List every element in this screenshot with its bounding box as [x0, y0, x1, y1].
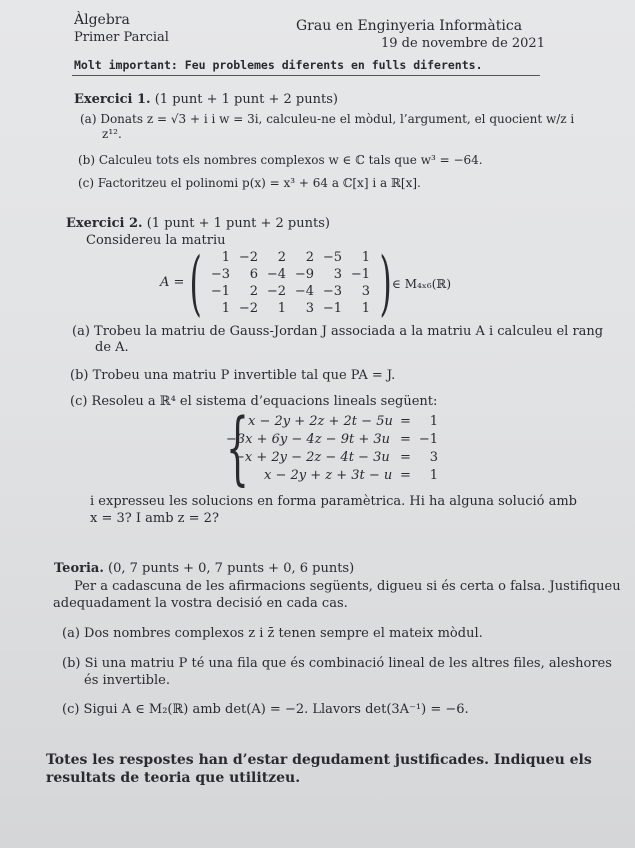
matrix-cell: 1 — [361, 301, 370, 316]
system-equation-rhs: −1 — [418, 432, 438, 447]
matrix-row — [204, 301, 376, 318]
matrix-cell: −2 — [266, 284, 286, 299]
matrix-row — [204, 267, 376, 284]
matrix-cell: −2 — [238, 301, 258, 316]
system-equation-rhs: 1 — [429, 414, 438, 429]
system-equation-rhs: 1 — [429, 468, 438, 483]
important-notice: Molt important: Feu problemes diferents en fulls diferents. — [74, 58, 483, 72]
exercise-2c-after1: i expresseu les solucions en forma paramètrica. Hi ha alguna solució amb — [90, 494, 577, 509]
matrix-cell: 3 — [361, 284, 370, 299]
matrix-cell: −1 — [210, 284, 230, 299]
exercise-2c-after2: x = 3? I amb z = 2? — [90, 511, 219, 526]
system-equation-lhs: x − 2y + 2z + 2t − 5u — [248, 414, 393, 429]
header-divider — [72, 75, 540, 76]
system-equation-lhs: x − 2y + z + 3t − u — [264, 468, 393, 483]
matrix-cell: −2 — [238, 250, 258, 265]
matrix-cell: 3 — [305, 301, 314, 316]
theory-intro1: Per a cadascuna de les afirmacions següents, digueu si és certa o falsa. Justifiqueu — [74, 579, 621, 594]
theory-a: (a) Dos nombres complexos z i z̄ tenen sempre el mateix mòdul. — [62, 626, 483, 641]
matrix-cell: −1 — [350, 267, 370, 282]
subject-title: Àlgebra — [74, 12, 130, 28]
exercise-2-heading — [66, 216, 330, 231]
matrix-cell: −4 — [266, 267, 286, 282]
exercise-1a-line1: (a) Donats z = √3 + i i w = 3i, calculeu-ne el mòdul, l’argument, el quocient w/z i — [80, 112, 575, 126]
system-equals-sign: = — [400, 432, 411, 447]
matrix-cell: −3 — [322, 284, 342, 299]
matrix-cell: 6 — [249, 267, 258, 282]
matrix-cell: 1 — [221, 250, 230, 265]
exercise-2-points: (1 punt + 1 punt + 2 punts) — [146, 216, 330, 231]
exercise-1-title: Exercici 1. — [74, 92, 151, 107]
matrix-cell: 1 — [361, 250, 370, 265]
exercise-2c: (c) Resoleu a ℝ⁴ el sistema d’equacions lineals següent: — [70, 394, 438, 409]
linear-system — [212, 401, 452, 494]
exercise-2a-line1: (a) Trobeu la matriu de Gauss-Jordan J associada a la matriu A i calculeu el rang — [72, 324, 604, 339]
theory-intro2: adequadament la vostra decisió en cada cas. — [53, 596, 348, 611]
matrix-left-paren: ( — [189, 242, 202, 324]
matrix-label: A = — [160, 275, 185, 290]
theory-b-line1: (b) Si una matriu P té una fila que és combinació lineal de les altres files, aleshores — [62, 656, 612, 671]
matrix-cell: 1 — [221, 301, 230, 316]
system-brace: { — [225, 401, 249, 494]
theory-heading — [54, 561, 354, 576]
system-equation-lhs: −3x + 6y − 4z − 9t + 3u — [226, 432, 390, 447]
matrix-space: ∈ M₄ₓ₆(ℝ) — [392, 277, 452, 291]
system-equation-rhs: 3 — [429, 450, 438, 465]
system-equals-sign: = — [400, 414, 411, 429]
matrix-row — [204, 250, 376, 267]
exercise-2b: (b) Trobeu una matriu P invertible tal que PA = J. — [70, 368, 396, 383]
degree-title: Grau en Enginyeria Informàtica — [296, 18, 523, 34]
matrix-row — [204, 284, 376, 301]
matrix-cell: −3 — [210, 267, 230, 282]
footer-line2: resultats de teoria que utilitzeu. — [46, 770, 301, 786]
exercise-2-title: Exercici 2. — [66, 216, 143, 231]
matrix-cell: −4 — [294, 284, 314, 299]
matrix-right-paren: ) — [379, 242, 392, 324]
matrix-cell: −5 — [322, 250, 342, 265]
exercise-1b: (b) Calculeu tots els nombres complexos w ∈ ℂ tals que w³ = −64. — [78, 153, 483, 167]
exercise-1-heading — [74, 92, 338, 107]
theory-points: (0, 7 punts + 0, 7 punts + 0, 6 punts) — [108, 561, 355, 576]
matrix-cell: 3 — [333, 267, 342, 282]
system-equals-sign: = — [400, 468, 411, 483]
exercise-1-points: (1 punt + 1 punt + 2 punts) — [154, 92, 338, 107]
matrix-cell: 2 — [249, 284, 258, 299]
matrix-cell: 1 — [277, 301, 286, 316]
exercise-2a-line2: de A. — [95, 340, 129, 355]
exercise-1a-line2: z¹². — [102, 127, 122, 141]
system-equation-lhs: −x + 2y − 2z − 4t − 3u — [234, 450, 390, 465]
exam-date: 19 de novembre de 2021 — [381, 36, 545, 51]
matrix-A — [189, 242, 392, 324]
theory-b-line2: és invertible. — [84, 673, 170, 688]
system-equals-sign: = — [400, 450, 411, 465]
footer-line1: Totes les respostes han d’estar degudament justificades. Indiqueu els — [46, 752, 592, 768]
exam-title: Primer Parcial — [74, 30, 169, 45]
matrix-cell: 2 — [305, 250, 314, 265]
matrix-cell: −1 — [322, 301, 342, 316]
theory-c: (c) Sigui A ∈ M₂(ℝ) amb det(A) = −2. Llavors det(3A⁻¹) = −6. — [62, 702, 469, 717]
theory-title: Teoria. — [54, 561, 104, 576]
exercise-1c: (c) Factoritzeu el polinomi p(x) = x³ + 64 a ℂ[x] i a ℝ[x]. — [78, 176, 421, 190]
matrix-cell: 2 — [277, 250, 286, 265]
exercise-2-intro: Considereu la matriu — [86, 233, 226, 248]
matrix-cell: −9 — [294, 267, 314, 282]
